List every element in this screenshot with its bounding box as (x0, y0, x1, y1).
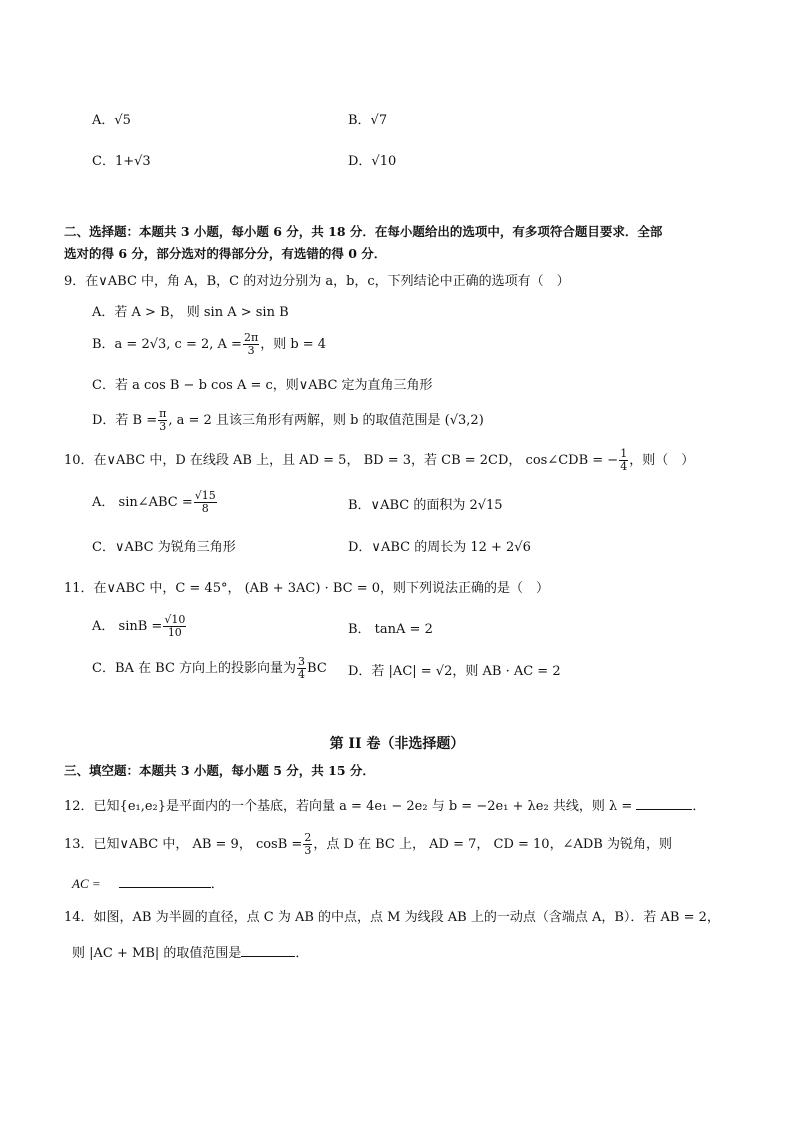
q12-text (64, 795, 705, 814)
q9-option-d-text: D．若 B = (92, 413, 158, 428)
q8-option-b: B．√7 (348, 113, 388, 128)
q11-option-c-tail: BC (307, 661, 327, 676)
q13-fraction: $\frac{2}{3}$ (304, 831, 312, 857)
q8-option-c: C．1+√3 (92, 154, 151, 169)
q12-answer-blank (636, 809, 692, 810)
q10-option-d: D．∨ABC 的周长为 12 + 2√6 (348, 540, 531, 555)
q9-option-d-tail: , a = 2 且该三角形有两解，则 b 的取值范围是 (√3,2) (168, 413, 484, 428)
q9-option-c: C．若 a cos B − b cos A = c，则∨ABC 定为直角三角形 (92, 378, 433, 393)
q13-answer-label: AC = (72, 876, 101, 891)
q14-answer-blank (241, 956, 295, 957)
q11-option-c-text: C．BA 在 BC 方向上的投影向量为 (92, 661, 297, 676)
q12-stem: 12．已知{e₁,e₂}是平面内的一个基底，若向量 a = 4e₁ − 2e₂ 与 b = −2e₁ + λe₂ 共线，则 λ = (64, 799, 633, 814)
q13-text: 13．已知∨ABC 中， AB = 9， cosB = (64, 837, 303, 852)
section2-heading-line1: 二、选择题：本题共 3 小题，每小题 6 分，共 18 分．在每小题给出的选项中，有多项符合题目要求．全部 (64, 224, 663, 239)
q9-option-b-text: B．a = 2√3, c = 2, A = (92, 337, 242, 352)
q11-option-a (92, 614, 187, 639)
q10-stem (64, 448, 694, 473)
q10-option-c: C．∨ABC 为锐角三角形 (92, 540, 236, 555)
q10-stem-fraction: $\frac{1}{4}$ (620, 447, 628, 473)
q9-option-d-fraction: $\frac{\pi}{3}$ (159, 407, 167, 433)
q11-option-c-fraction: $\frac{3}{4}$ (298, 655, 306, 681)
q10-option-b: B．∨ABC 的面积为 2√15 (348, 498, 503, 513)
q13-answer-blank (119, 887, 211, 888)
part2-title: 第 II 卷（非选择题） (329, 736, 465, 752)
q11-option-a-fraction: $\frac{√10}{10}$ (164, 613, 186, 639)
section2-heading-line2: 选对的得 6 分，部分选对的得部分分，有选错的得 0 分． (64, 246, 387, 261)
q8-option-d: D．√10 (348, 154, 397, 169)
q11-option-a-text: A． sinB = (92, 619, 163, 634)
q13-line2 (72, 873, 224, 892)
q9-option-b-tail: ，则 b = 4 (260, 337, 327, 352)
q12-end: ． (692, 799, 706, 814)
q10-option-a-fraction: $\frac{√15}{8}$ (194, 489, 216, 515)
q10-stem-text: 10．在∨ABC 中，D 在线段 AB 上，且 AD = 5， BD = 3，若 CB = 2CD， cos∠CDB = − (64, 453, 619, 468)
q11-option-c (92, 656, 327, 681)
q14-text: 则 |AC + MB| 的取值范围是 (72, 946, 242, 961)
q9-option-a: A．若 A > B， 则 sin A > sin B (92, 305, 289, 320)
q8-option-a: A．√5 (92, 113, 131, 128)
q13-tail: ，点 D 在 BC 上， AD = 7， CD = 10，∠ADB 为锐角，则 (313, 837, 672, 852)
q11-stem: 11．在∨ABC 中，C = 45°， (AB + 3AC) · BC = 0，则下列说法正确的是（ ） (64, 581, 550, 596)
q13-line1 (64, 832, 672, 857)
q14-end: ． (295, 946, 309, 961)
q11-option-d: D．若 |AC| = √2，则 AB · AC = 2 (348, 664, 561, 679)
q11-option-b: B． tanA = 2 (348, 622, 433, 637)
q14-line2 (72, 942, 308, 961)
q10-option-a (92, 490, 218, 515)
q13-end: ． (210, 877, 224, 892)
q9-option-b-fraction: $\frac{2\pi}{3}$ (243, 331, 259, 357)
q9-stem: 9．在∨ABC 中，角 A，B，C 的对边分别为 a，b，c，下列结论中正确的选项有（ ） (64, 274, 570, 289)
q14-line1: 14．如图，AB 为半圆的直径，点 C 为 AB 的中点，点 M 为线段 AB 上的一动点（含端点 A，B）．若 AB = 2， (64, 910, 720, 925)
q9-option-b (92, 332, 326, 357)
section3-heading: 三、填空题：本题共 3 小题，每小题 5 分，共 15 分． (64, 763, 375, 778)
q10-stem-tail: ，则（ ） (629, 453, 695, 468)
q10-option-a-text: A． sin∠ABC = (92, 495, 193, 510)
q9-option-d (92, 408, 484, 433)
